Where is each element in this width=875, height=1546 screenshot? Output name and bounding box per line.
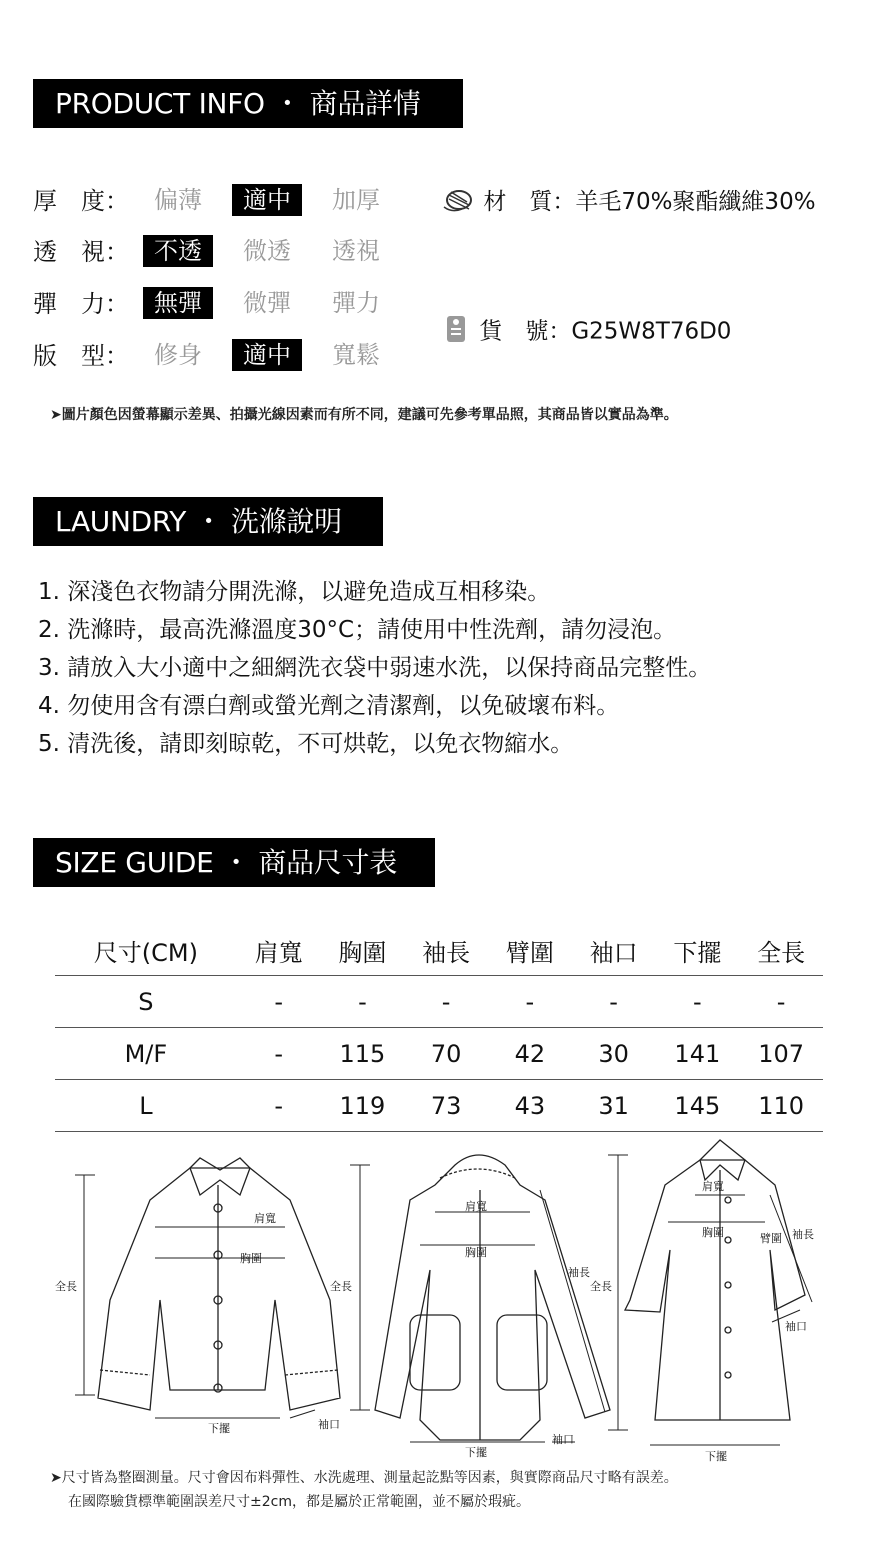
label-shoulder-2: 肩寬 xyxy=(465,1200,487,1213)
size-cell: 73 xyxy=(404,1080,488,1132)
size-cell: 145 xyxy=(655,1080,739,1132)
size-cell: - xyxy=(404,976,488,1028)
laundry-item: 5. 清洗後，請即刻晾乾，不可烘乾，以免衣物縮水。 xyxy=(38,731,574,757)
product-info-header: PRODUCT INFO ・ 商品詳情 xyxy=(33,79,463,128)
size-column-header: 尺寸(CM) xyxy=(55,925,237,976)
attribute-option-selected: 無彈 xyxy=(143,287,213,319)
size-table-row xyxy=(55,976,823,1028)
label-hem-1: 下擺 xyxy=(208,1422,230,1435)
jacket-diagram xyxy=(98,1158,340,1410)
label-cuff-3: 袖口 xyxy=(785,1320,807,1333)
size-cell: 141 xyxy=(655,1028,739,1080)
label-length-1: 全長 xyxy=(55,1280,77,1293)
size-cell: 110 xyxy=(739,1080,823,1132)
laundry-item: 1. 深淺色衣物請分開洗滌，以避免造成互相移染。 xyxy=(38,579,551,605)
size-cell: L xyxy=(55,1080,237,1132)
size-cell: - xyxy=(655,976,739,1028)
item-number-text: 貨 號：G25W8T76D0 xyxy=(479,318,732,345)
laundry-item: 4. 勿使用含有漂白劑或螢光劑之清潔劑，以免破壞布料。 xyxy=(38,693,620,719)
label-length-2: 全長 xyxy=(330,1280,352,1293)
thread-spool-icon xyxy=(442,185,476,221)
attribute-option: 彈力 xyxy=(332,289,380,317)
attribute-label: 彈 力： xyxy=(33,290,129,318)
size-cell: M/F xyxy=(55,1028,237,1080)
size-cell: - xyxy=(739,976,823,1028)
laundry-item: 2. 洗滌時，最高洗滌溫度30°C；請使用中性洗劑，請勿浸泡。 xyxy=(38,617,677,643)
size-table-row xyxy=(55,1028,823,1080)
label-shoulder-3: 肩寬 xyxy=(702,1180,724,1193)
size-cell: 30 xyxy=(572,1028,656,1080)
attribute-option: 加厚 xyxy=(332,186,380,214)
size-cell: 43 xyxy=(488,1080,572,1132)
attribute-option: 微透 xyxy=(243,237,291,265)
size-column-header: 下擺 xyxy=(655,925,739,976)
size-cell: 70 xyxy=(404,1028,488,1080)
size-cell: - xyxy=(237,1028,321,1080)
size-column-header: 胸圍 xyxy=(321,925,405,976)
attribute-option-selected: 適中 xyxy=(232,184,302,216)
attribute-label: 版 型： xyxy=(33,342,129,370)
measure-lines xyxy=(75,1155,812,1445)
label-arm-3: 臂圍 xyxy=(760,1232,782,1245)
size-table xyxy=(55,925,823,1132)
size-cell: 42 xyxy=(488,1028,572,1080)
tag-icon xyxy=(442,312,472,352)
size-column-header: 袖長 xyxy=(404,925,488,976)
size-cell: S xyxy=(55,976,237,1028)
attribute-option: 微彈 xyxy=(243,289,291,317)
label-chest-1: 胸圍 xyxy=(240,1252,262,1265)
label-chest-3: 胸圍 xyxy=(702,1226,724,1239)
label-length-3: 全長 xyxy=(590,1280,612,1293)
size-column-header: 全長 xyxy=(739,925,823,976)
size-cell: 115 xyxy=(321,1028,405,1080)
product-note: ➤圖片顏色因螢幕顯示差異、拍攝光線因素而有所不同，建議可先參考單品照，其商品皆以實品為準。 xyxy=(50,407,678,423)
label-shoulder-1: 肩寬 xyxy=(254,1212,276,1225)
hoodie-diagram xyxy=(375,1155,610,1440)
label-chest-2: 胸圍 xyxy=(465,1246,487,1259)
attribute-option: 寬鬆 xyxy=(332,341,380,369)
size-cell: - xyxy=(237,1080,321,1132)
label-sleeve-3: 袖長 xyxy=(792,1228,814,1241)
label-hem-3: 下擺 xyxy=(705,1450,727,1463)
attribute-option-selected: 適中 xyxy=(232,339,302,371)
attribute-option: 透視 xyxy=(332,237,380,265)
size-column-header: 臂圍 xyxy=(488,925,572,976)
label-hem-2: 下擺 xyxy=(465,1446,487,1459)
attribute-option: 偏薄 xyxy=(154,186,202,214)
material-row xyxy=(442,183,816,221)
size-cell: - xyxy=(237,976,321,1028)
size-footnote-2: 在國際驗貨標準範圍誤差尺寸±2cm，都是屬於正常範圍，並不屬於瑕疵。 xyxy=(68,1494,530,1510)
material-text: 材 質：羊毛70%聚酯纖維30% xyxy=(483,189,816,215)
attribute-label: 透 視： xyxy=(33,238,129,266)
size-cell: 119 xyxy=(321,1080,405,1132)
size-cell: 107 xyxy=(739,1028,823,1080)
attribute-label: 厚 度： xyxy=(33,187,129,215)
size-column-header: 袖口 xyxy=(572,925,656,976)
laundry-header: LAUNDRY ・ 洗滌說明 xyxy=(33,497,383,546)
label-cuff-2: 袖口 xyxy=(552,1433,574,1446)
size-table-header-row xyxy=(55,925,823,976)
size-guide-header: SIZE GUIDE ・ 商品尺寸表 xyxy=(33,838,435,887)
size-cell: - xyxy=(488,976,572,1028)
label-cuff-1: 袖口 xyxy=(318,1418,340,1431)
size-cell: - xyxy=(321,976,405,1028)
size-column-header: 肩寬 xyxy=(237,925,321,976)
attribute-option: 修身 xyxy=(154,341,202,369)
size-footnote-1: ➤尺寸皆為整圈測量。尺寸會因布料彈性、水洗處理、測量起訖點等因素，與實際商品尺寸略有誤差。 xyxy=(50,1470,678,1486)
label-sleeve-2: 袖長 xyxy=(568,1266,590,1279)
size-table-row xyxy=(55,1080,823,1132)
item-number-row xyxy=(442,312,731,352)
size-diagram xyxy=(0,1135,875,1465)
size-cell: - xyxy=(572,976,656,1028)
size-cell: 31 xyxy=(572,1080,656,1132)
attribute-option-selected: 不透 xyxy=(143,235,213,267)
laundry-item: 3. 請放入大小適中之細網洗衣袋中弱速水洗，以保持商品完整性。 xyxy=(38,655,712,681)
